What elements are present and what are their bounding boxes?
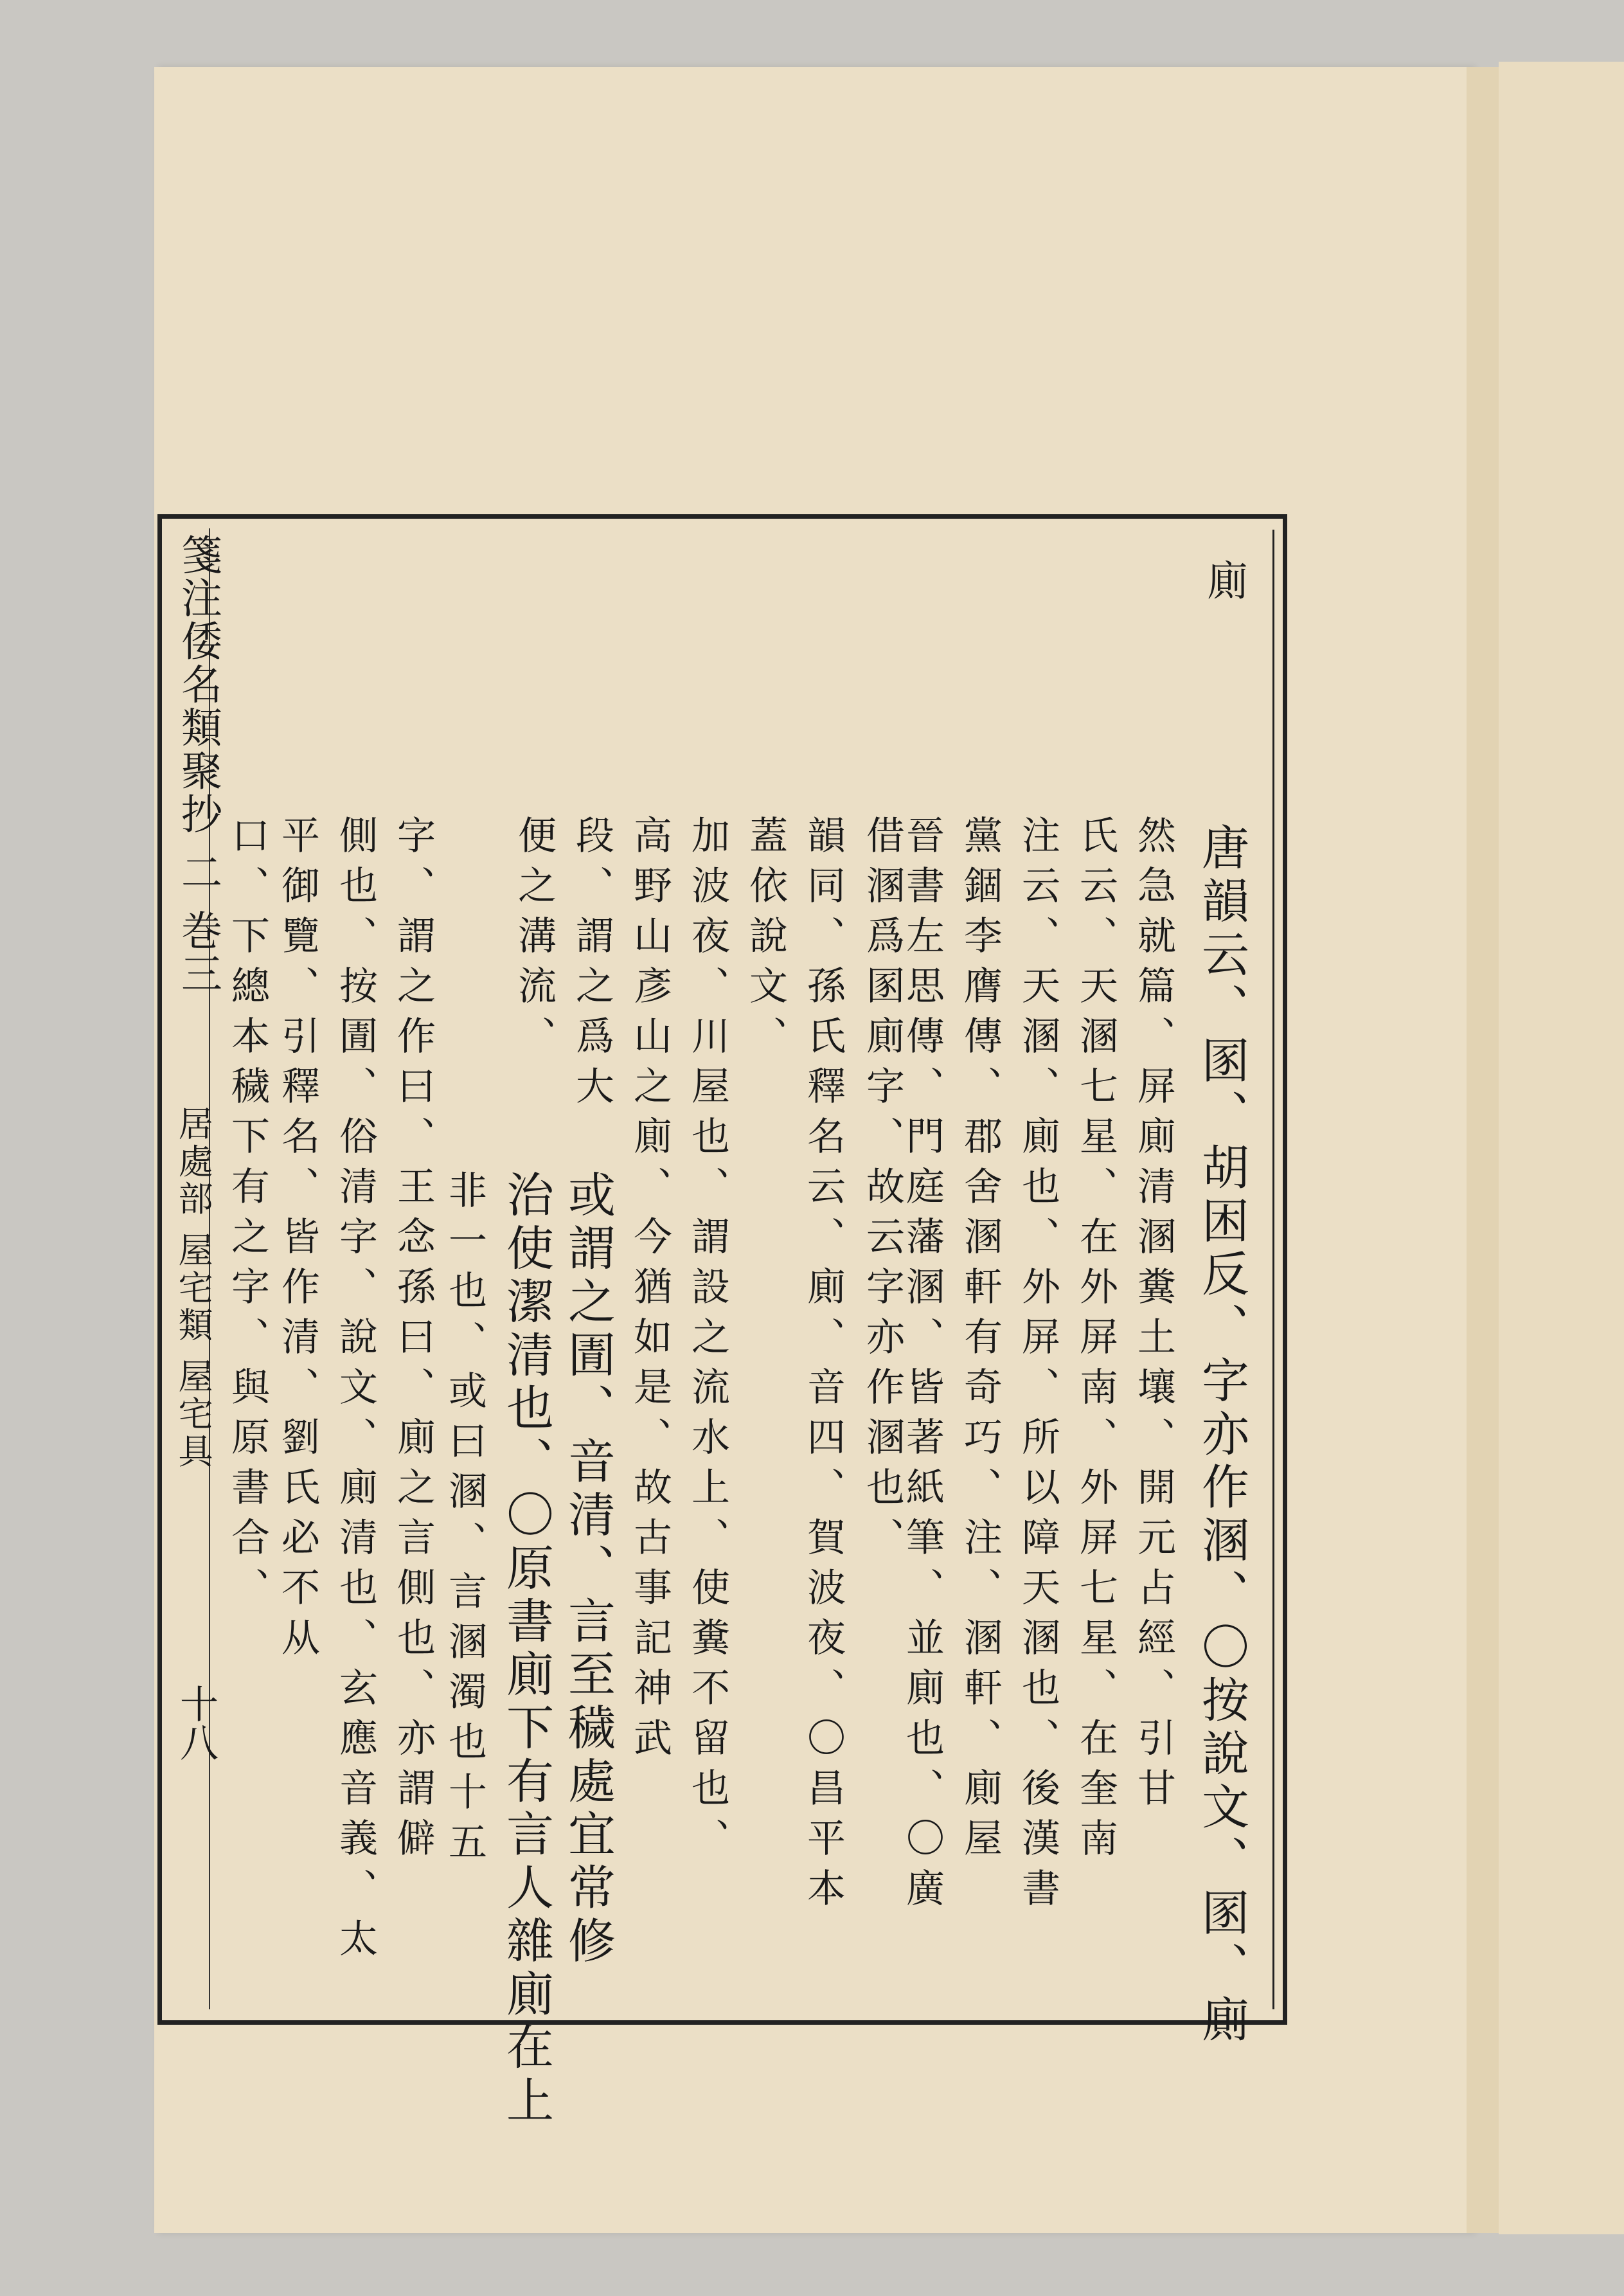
adjacent-page bbox=[1499, 62, 1624, 2234]
text-column: 唐韻云、圂、胡困反、字亦作溷、〇按說文、圂、廁 bbox=[1194, 823, 1249, 2049]
text-column: 非一也、或曰溷、言溷濁也十五 bbox=[442, 1170, 487, 1872]
page-number: 十八 bbox=[174, 1684, 219, 1761]
text-column: 段、謂之爲大 bbox=[569, 815, 614, 1116]
text-column: 治使潔清也、〇原書廁下有言人雜廁在上 bbox=[499, 1170, 554, 2129]
text-column: 氏云、天溷七星、在外屏南、外屏七星、在奎南 bbox=[1073, 815, 1118, 1868]
entry-heading: 廁 bbox=[1200, 559, 1247, 600]
text-column: 側也、按圊、俗清字、說文、廁清也、玄應音義、太 bbox=[333, 815, 378, 1968]
text-column: 黨錮李膺傳、郡舍溷軒有奇巧、注、溷軒、廁屋 bbox=[958, 815, 1003, 1868]
text-column: 高野山彥山之廁、今猶如是、故古事記神武 bbox=[627, 815, 672, 1768]
text-column: 注云、天溷、廁也、外屏、所以障天溷也、後漢書 bbox=[1015, 815, 1060, 1918]
text-column: 加波夜、川屋也、謂設之流水上、使糞不留也、 bbox=[685, 815, 730, 1868]
book-spine bbox=[1467, 67, 1499, 2233]
text-column: 字、謂之作曰、王念孫曰、廁之言側也、亦謂僻 bbox=[391, 815, 436, 1868]
text-column: 口、下總本穢下有之字、與原書合、 bbox=[225, 815, 270, 1617]
text-column: 借溷爲圂廁字、故云字亦作溷也、 bbox=[860, 815, 905, 1567]
section-label: 居處部 屋宅類 屋宅具 bbox=[173, 1106, 213, 1471]
text-column: 便之溝流、 bbox=[512, 815, 557, 1066]
text-column: 晉書左思傳、門庭藩溷、皆著紙筆、並廁也、〇廣 bbox=[900, 815, 945, 1918]
book-title: 箋注倭名類聚抄 二 巻三 bbox=[174, 534, 222, 996]
text-column: 韻同、孫氏釋名云、廁、音四、賀波夜、〇昌平本 bbox=[801, 815, 846, 1918]
text-column: 平御覽、引釋名、皆作清、劉氏必不从 bbox=[275, 815, 320, 1667]
text-column: 蓋依說文、 bbox=[743, 815, 788, 1066]
text-column: 或謂之圊、音清、言至穢處宜常修 bbox=[560, 1170, 616, 1969]
text-column: 然急就篇、屏廁清溷糞土壤、開元占經、引甘 bbox=[1131, 815, 1176, 1818]
